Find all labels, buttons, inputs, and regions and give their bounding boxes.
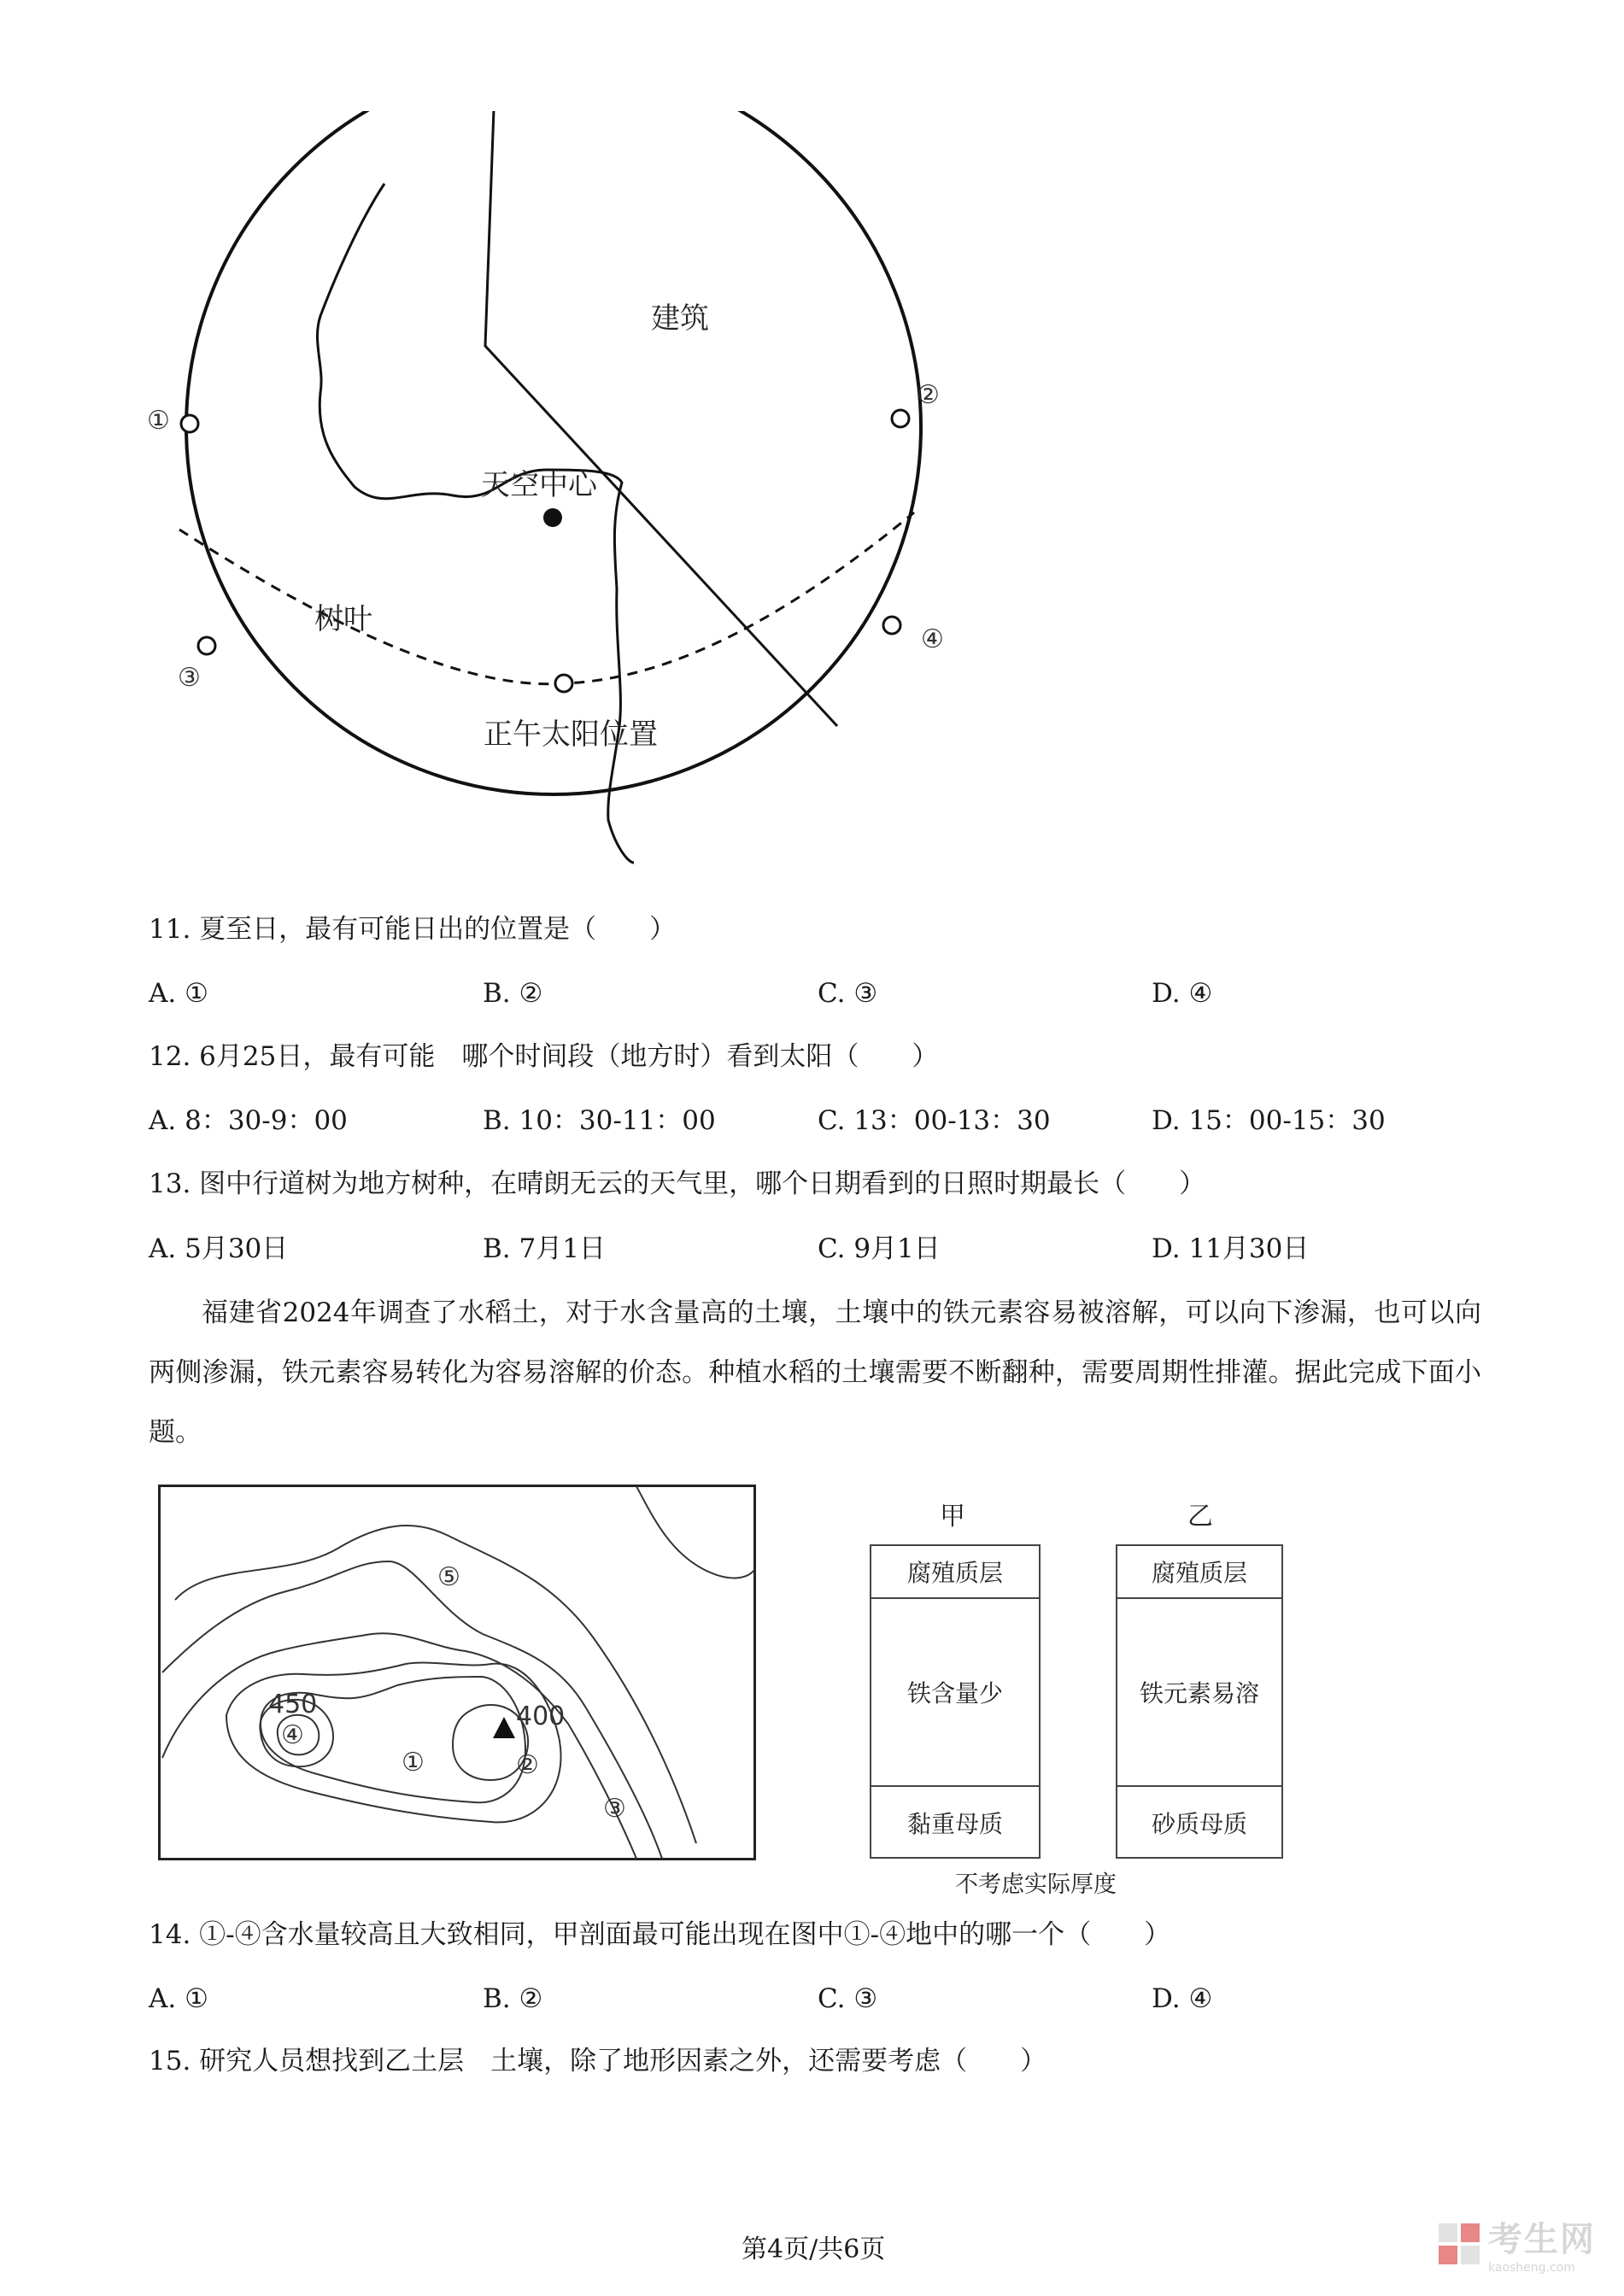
contour-map — [158, 1485, 756, 1860]
contour-label-450: 450 — [268, 1690, 318, 1719]
question-15-stem: 15. 研究人员想找到乙土层 土壤，除了地形因素之外，还需要考虑（ ） — [149, 2046, 1047, 2076]
question-14-option-d[interactable]: D. ④ — [1152, 1983, 1213, 2014]
profile-yi-layer-1: 腐殖质层 — [1117, 1546, 1281, 1599]
tree-boundary — [317, 184, 634, 863]
question-12-stem: 12. 6月25日，最有可能 哪个时间段（地方时）看到太阳（ ） — [149, 1041, 939, 1072]
question-13-option-c[interactable]: C. 9月1日 — [818, 1233, 941, 1264]
sky-marker-4: ④ — [921, 624, 944, 654]
watermark-logo-icon — [1435, 2220, 1483, 2268]
watermark-text: 考生网 — [1488, 2220, 1596, 2259]
question-13-option-b[interactable]: B. 7月1日 — [483, 1233, 606, 1264]
sky-marker-2: ② — [917, 380, 940, 410]
watermark-subtext: kaosheng.com — [1488, 2261, 1575, 2275]
profile-yi-title: 乙 — [1187, 1502, 1213, 1532]
label-leaves: 树叶 — [314, 602, 372, 636]
profile-yi-layer-3: 砂质母质 — [1151, 1810, 1247, 1838]
profile-jia-title: 甲 — [940, 1502, 965, 1532]
contour-label-400: 400 — [516, 1702, 566, 1731]
profile-note: 不考虑实际厚度 — [955, 1871, 1117, 1898]
question-14-option-c[interactable]: C. ③ — [818, 1983, 878, 2014]
sky-center-dot — [543, 508, 562, 527]
marker-1-point — [181, 415, 198, 432]
marker-2-point — [892, 410, 909, 427]
profile-jia-layer-3: 黏重母质 — [906, 1810, 1003, 1838]
contour-marker-5: ⑤ — [437, 1562, 460, 1592]
passage-text: 福建省2024年调查了水稻土，对于水含量高的土壤，土壤中的铁元素容易被溶解，可以向下渗漏，也可以向两侧渗漏，铁元素容易转化为容易溶解的价态。种植水稻的土壤需要不断翻种，需要周期性排灌。据此完成下面小题。 — [149, 1297, 1481, 1448]
profile-jia-layer-1: 腐殖质层 — [871, 1546, 1039, 1599]
profile-yi — [1116, 1544, 1283, 1859]
question-14-option-a[interactable]: A. ① — [149, 1983, 208, 2014]
noon-sun-marker — [555, 675, 572, 692]
question-14-option-b[interactable]: B. ② — [483, 1983, 543, 2014]
sun-path — [179, 512, 914, 684]
question-12-option-c[interactable]: C. 13：00-13：30 — [818, 1105, 1051, 1136]
page-footer: 第4页/共6页 — [742, 2234, 886, 2264]
question-12-option-d[interactable]: D. 15：00-15：30 — [1152, 1105, 1386, 1136]
question-13-stem: 13. 图中行道树为地方树种，在晴朗无云的天气里，哪个日期看到的日照时期最长（ ） — [149, 1168, 1206, 1199]
question-13-option-a[interactable]: A. 5月30日 — [149, 1233, 289, 1264]
question-12-option-b[interactable]: B. 10：30-11：00 — [483, 1105, 716, 1136]
watermark — [1435, 2212, 1596, 2275]
question-11-option-a[interactable]: A. ① — [149, 978, 208, 1009]
peak-marker — [493, 1717, 515, 1738]
label-building: 建筑 — [651, 302, 709, 336]
profile-jia — [870, 1544, 1041, 1859]
question-14-stem: 14. ①-④含水量较高且大致相同，甲剖面最可能出现在图中①-④地中的哪一个（ ） — [149, 1919, 1171, 1950]
label-noon-sun: 正午太阳位置 — [484, 718, 658, 752]
label-sky-center: 天空中心 — [481, 468, 597, 502]
contour-marker-2: ② — [516, 1750, 539, 1780]
question-11-option-b[interactable]: B. ② — [483, 978, 543, 1009]
sky-circle — [186, 111, 921, 794]
profile-jia-layer-2: 铁含量少 — [871, 1599, 1039, 1787]
marker-4-point — [883, 617, 900, 634]
building-outline — [485, 111, 837, 726]
question-11-stem: 11. 夏至日，最有可能日出的位置是（ ） — [149, 914, 677, 945]
contour-marker-3: ③ — [603, 1794, 626, 1824]
sky-marker-1: ① — [147, 406, 170, 436]
contour-marker-1: ① — [402, 1748, 425, 1778]
marker-3-point — [198, 637, 215, 654]
sky-marker-3: ③ — [178, 663, 201, 693]
question-13-option-d[interactable]: D. 11月30日 — [1152, 1233, 1310, 1264]
contour-marker-4: ④ — [281, 1720, 304, 1750]
question-12-option-a[interactable]: A. 8：30-9：00 — [149, 1105, 348, 1136]
question-11-option-d[interactable]: D. ④ — [1152, 978, 1213, 1009]
question-11-option-c[interactable]: C. ③ — [818, 978, 878, 1009]
profile-yi-layer-2: 铁元素易溶 — [1117, 1599, 1281, 1787]
